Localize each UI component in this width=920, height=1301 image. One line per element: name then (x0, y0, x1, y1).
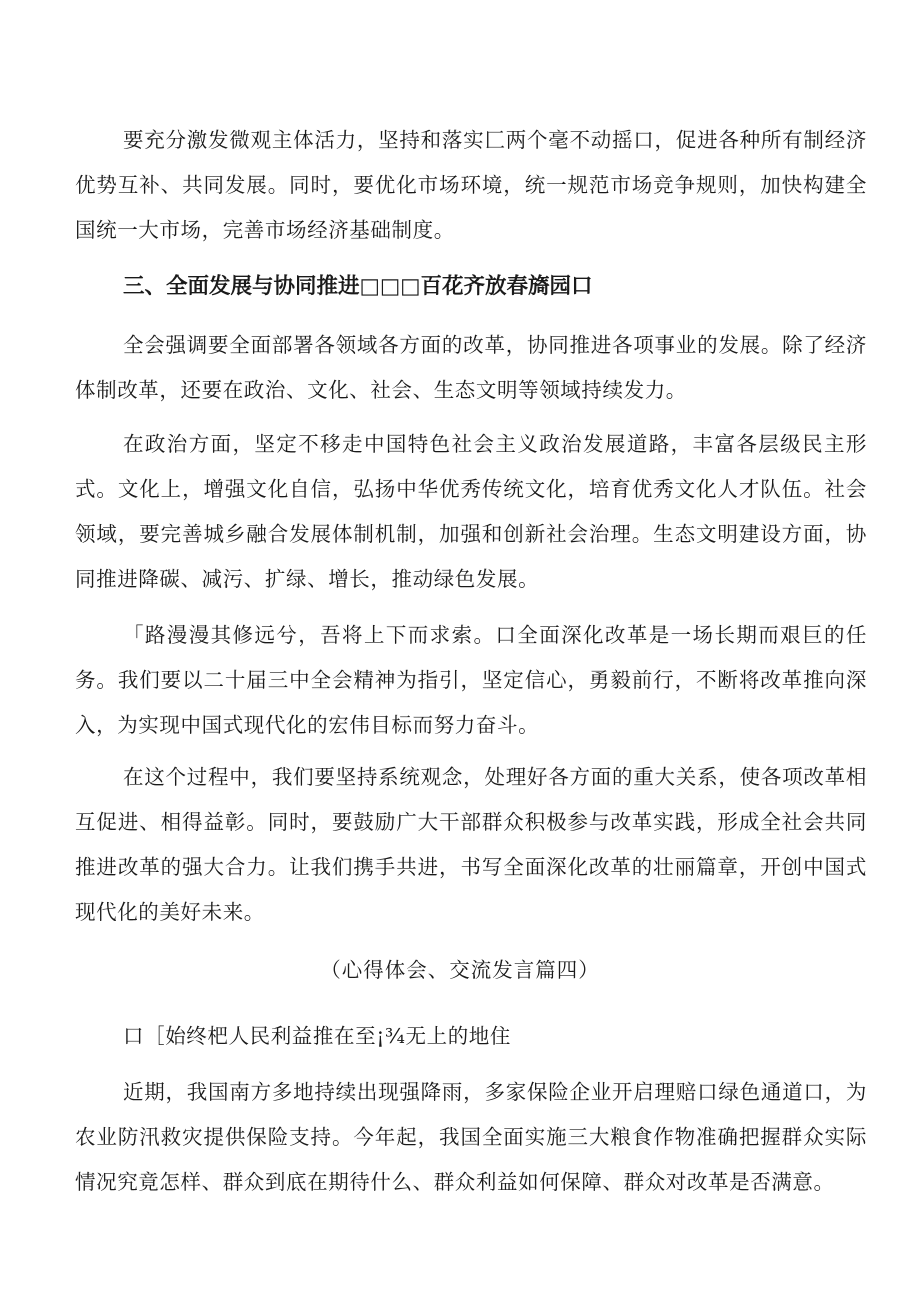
paragraph-comprehensive-reform: 全会强调要全面部署各领域各方面的改革，协同推进各项事业的发展。除了经济体制改革，还要在政治、文化、社会、生态文明等领域持续发力。 (75, 333, 867, 402)
paragraph-system-concept: 在这个过程中，我们要坚持系统观念，处理好各方面的重大关系，使各项改革相互促进、相得益彰。同时，要鼓励广大干部群众积极参与改革实践，形成全社会共同推进改革的强大合力。让我们携手共进，书写全面深化改革的壮丽篇章，开创中国式现代化的美好未来。 (75, 765, 867, 924)
section-label-part-four: （心得体会、交流发言篇四） (320, 958, 600, 982)
subheading-people-interests: 口［始终杷人民利益推在至¡¾无上的地住 (123, 1024, 512, 1048)
paragraph-long-road: 「路漫漫其修远兮，吾将上下而求索。口全面深化改革是一场长期而艰巨的任务。我们要以二十届三中全会精神为指引，坚定信心，勇毅前行，不断将改革推向深入，为实现中国式现代化的宏伟目标而努力奋斗。 (75, 623, 867, 737)
paragraph-market-vitality: 要充分激发微观主体活力，坚持和落实匚两个毫不动摇口，促进各种所有制经济优势互补、共同发展。同时，要优化市场环境，统一规范市场竞争规则，加快构建全国统一大市场，完善市场经济基础制度。 (75, 128, 867, 242)
paragraph-insurance-support: 近期，我国南方多地持续出现强降雨，多家保险企业开启理赔口绿色通道口，为农业防汛救灾提供保险支持。今年起，我国全面实施三大粮食作物准确把握群众实际情况究竟怎样、群众到底在期待什么、群众利益如何保障、群众对改革是否满意。 (75, 1080, 867, 1194)
paragraph-political-cultural: 在政治方面，坚定不移走中国特色社会主义政治发展道路，丰富各层级民主形式。文化上，增强文化自信，弘扬中华优秀传统文化，培育优秀文化人才队伍。社会领域，要完善城乡融合发展体制机制，加强和创新社会治理。生态文明建设方面，协同推进降碳、减污、扩绿、增长，推动绿色发展。 (75, 432, 867, 591)
section-heading-three: 三、全面发展与协同推进□□□百花齐放春旖园口 (123, 274, 593, 299)
